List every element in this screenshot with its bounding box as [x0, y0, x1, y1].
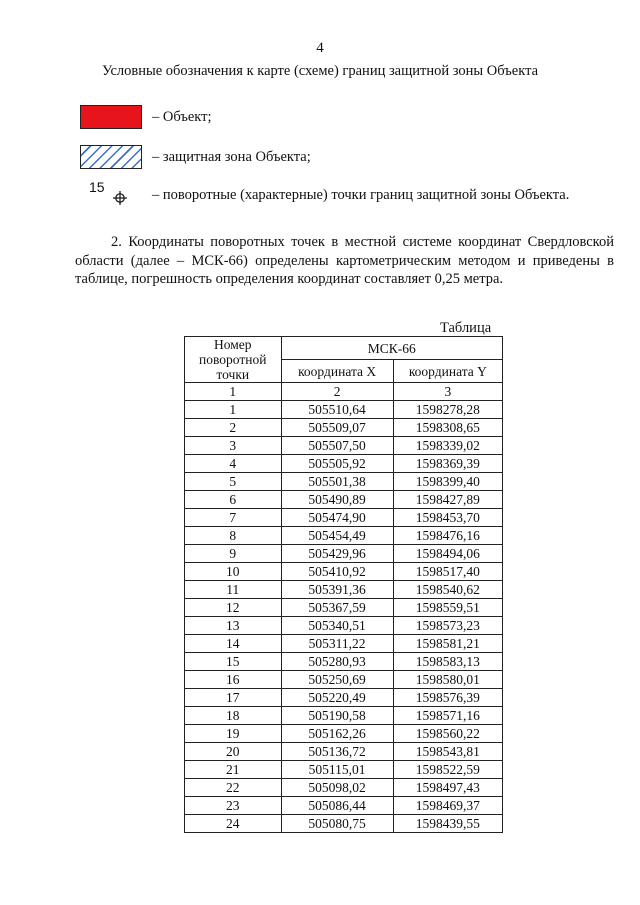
coordinate-y-cell: 1598494,06	[393, 545, 502, 563]
header-point-number: Номер поворотной точки	[185, 337, 282, 383]
coordinate-y-cell: 1598543,81	[393, 743, 502, 761]
point-number-cell: 10	[185, 563, 282, 581]
coordinate-y-cell: 1598573,23	[393, 617, 502, 635]
coordinate-x-cell: 505220,49	[281, 689, 393, 707]
table-row	[185, 473, 503, 491]
table-row	[185, 545, 503, 563]
point-number-cell: 18	[185, 707, 282, 725]
table-row	[185, 509, 503, 527]
point-number-cell: 12	[185, 599, 282, 617]
table-row	[185, 743, 503, 761]
coordinate-y-cell: 1598559,51	[393, 599, 502, 617]
legend-label-turning-point: – поворотные (характерные) точки границ защитной зоны Объекта.	[152, 186, 570, 203]
coordinate-x-cell: 505367,59	[281, 599, 393, 617]
coordinate-y-cell: 1598469,37	[393, 797, 502, 815]
coordinate-y-cell: 1598583,13	[393, 653, 502, 671]
coordinate-y-cell: 1598576,39	[393, 689, 502, 707]
table-row	[185, 563, 503, 581]
coordinate-x-cell: 505080,75	[281, 815, 393, 833]
table-row	[185, 671, 503, 689]
point-number-cell: 13	[185, 617, 282, 635]
point-number-cell: 1	[185, 401, 282, 419]
coordinate-y-cell: 1598580,01	[393, 671, 502, 689]
header-coordinate-x: координата X	[281, 360, 393, 383]
coordinate-x-cell: 505162,26	[281, 725, 393, 743]
coordinate-x-cell: 505340,51	[281, 617, 393, 635]
turning-point-symbol	[80, 181, 142, 209]
table-row	[185, 725, 503, 743]
point-number-cell: 4	[185, 455, 282, 473]
coordinate-x-cell: 505098,02	[281, 779, 393, 797]
table-body	[185, 383, 503, 833]
point-number-cell: 9	[185, 545, 282, 563]
coordinate-y-cell: 1598522,59	[393, 761, 502, 779]
table-row	[185, 491, 503, 509]
coordinate-x-cell: 505250,69	[281, 671, 393, 689]
coordinate-x-cell: 505501,38	[281, 473, 393, 491]
protective-zone-swatch	[80, 145, 142, 169]
table-row	[185, 815, 503, 833]
coordinate-y-cell: 1598339,02	[393, 437, 502, 455]
point-number-cell: 14	[185, 635, 282, 653]
point-number-cell: 20	[185, 743, 282, 761]
table-row	[185, 437, 503, 455]
coordinate-y-cell: 1598571,16	[393, 707, 502, 725]
legend-title: Условные обозначения к карте (схеме) границ защитной зоны Объекта	[101, 63, 539, 79]
coordinate-x-cell: 505454,49	[281, 527, 393, 545]
coordinate-y-cell: 1598517,40	[393, 563, 502, 581]
table-row	[185, 599, 503, 617]
point-number-cell: 5	[185, 473, 282, 491]
index-cell: 1	[185, 383, 282, 401]
point-number-cell: 24	[185, 815, 282, 833]
coordinate-y-cell: 1598308,65	[393, 419, 502, 437]
table-row	[185, 617, 503, 635]
column-index-row	[185, 383, 503, 401]
coordinate-x-cell: 505311,22	[281, 635, 393, 653]
coordinate-x-cell: 505429,96	[281, 545, 393, 563]
coordinate-x-cell: 505391,36	[281, 581, 393, 599]
point-number-cell: 21	[185, 761, 282, 779]
table-caption: Таблица	[440, 320, 492, 336]
point-number-cell: 11	[185, 581, 282, 599]
coordinate-y-cell: 1598453,70	[393, 509, 502, 527]
index-cell: 3	[393, 383, 502, 401]
point-number-cell: 22	[185, 779, 282, 797]
point-number-cell: 8	[185, 527, 282, 545]
table-row	[185, 761, 503, 779]
coordinate-y-cell: 1598439,55	[393, 815, 502, 833]
point-number-cell: 2	[185, 419, 282, 437]
coordinate-x-cell: 505086,44	[281, 797, 393, 815]
coordinate-x-cell: 505280,93	[281, 653, 393, 671]
point-number-cell: 23	[185, 797, 282, 815]
coordinate-x-cell: 505190,58	[281, 707, 393, 725]
legend-item-turning-point	[80, 181, 569, 209]
table-row	[185, 707, 503, 725]
object-swatch	[80, 105, 142, 129]
point-number-cell: 15	[185, 653, 282, 671]
coordinate-y-cell: 1598278,28	[393, 401, 502, 419]
coordinate-y-cell: 1598581,21	[393, 635, 502, 653]
table-row	[185, 797, 503, 815]
page-number: 4	[316, 40, 324, 56]
point-number-cell: 19	[185, 725, 282, 743]
table-row	[185, 779, 503, 797]
coordinate-x-cell: 505509,07	[281, 419, 393, 437]
table-row	[185, 419, 503, 437]
legend-item-object	[80, 105, 212, 129]
point-number-cell: 16	[185, 671, 282, 689]
table-row	[185, 455, 503, 473]
legend-item-protective-zone	[80, 145, 311, 169]
table-row	[185, 689, 503, 707]
legend-label-object: – Объект;	[152, 108, 212, 125]
header-coordinate-y: координата Y	[393, 360, 502, 383]
coordinate-y-cell: 1598560,22	[393, 725, 502, 743]
coordinate-x-cell: 505474,90	[281, 509, 393, 527]
coordinate-x-cell: 505490,89	[281, 491, 393, 509]
point-number-cell: 7	[185, 509, 282, 527]
header-coordinate-system: МСК-66	[281, 337, 502, 360]
turning-point-number: 15	[89, 179, 105, 195]
coordinate-x-cell: 505507,50	[281, 437, 393, 455]
table-row	[185, 581, 503, 599]
point-number-cell: 6	[185, 491, 282, 509]
coordinate-x-cell: 505115,01	[281, 761, 393, 779]
coordinate-x-cell: 505505,92	[281, 455, 393, 473]
table-row	[185, 653, 503, 671]
coordinate-y-cell: 1598476,16	[393, 527, 502, 545]
coordinates-paragraph: 2. Координаты поворотных точек в местной системе координат Свердловской области (далее – МСК-66) определены картометрическим методом и приведены в таблице, погрешность определения координат составляет 0,25 метра.	[75, 234, 614, 287]
coordinates-table	[184, 336, 503, 833]
crosshair-icon	[113, 191, 127, 205]
coordinate-x-cell: 505410,92	[281, 563, 393, 581]
coordinate-y-cell: 1598540,62	[393, 581, 502, 599]
coordinate-y-cell: 1598497,43	[393, 779, 502, 797]
point-number-cell: 17	[185, 689, 282, 707]
point-number-cell: 3	[185, 437, 282, 455]
table-row	[185, 635, 503, 653]
legend-label-protective-zone: – защитная зона Объекта;	[152, 148, 311, 165]
coordinate-y-cell: 1598427,89	[393, 491, 502, 509]
table-row	[185, 401, 503, 419]
coordinate-y-cell: 1598399,40	[393, 473, 502, 491]
index-cell: 2	[281, 383, 393, 401]
coordinate-x-cell: 505510,64	[281, 401, 393, 419]
table-row	[185, 527, 503, 545]
coordinate-y-cell: 1598369,39	[393, 455, 502, 473]
coordinate-x-cell: 505136,72	[281, 743, 393, 761]
